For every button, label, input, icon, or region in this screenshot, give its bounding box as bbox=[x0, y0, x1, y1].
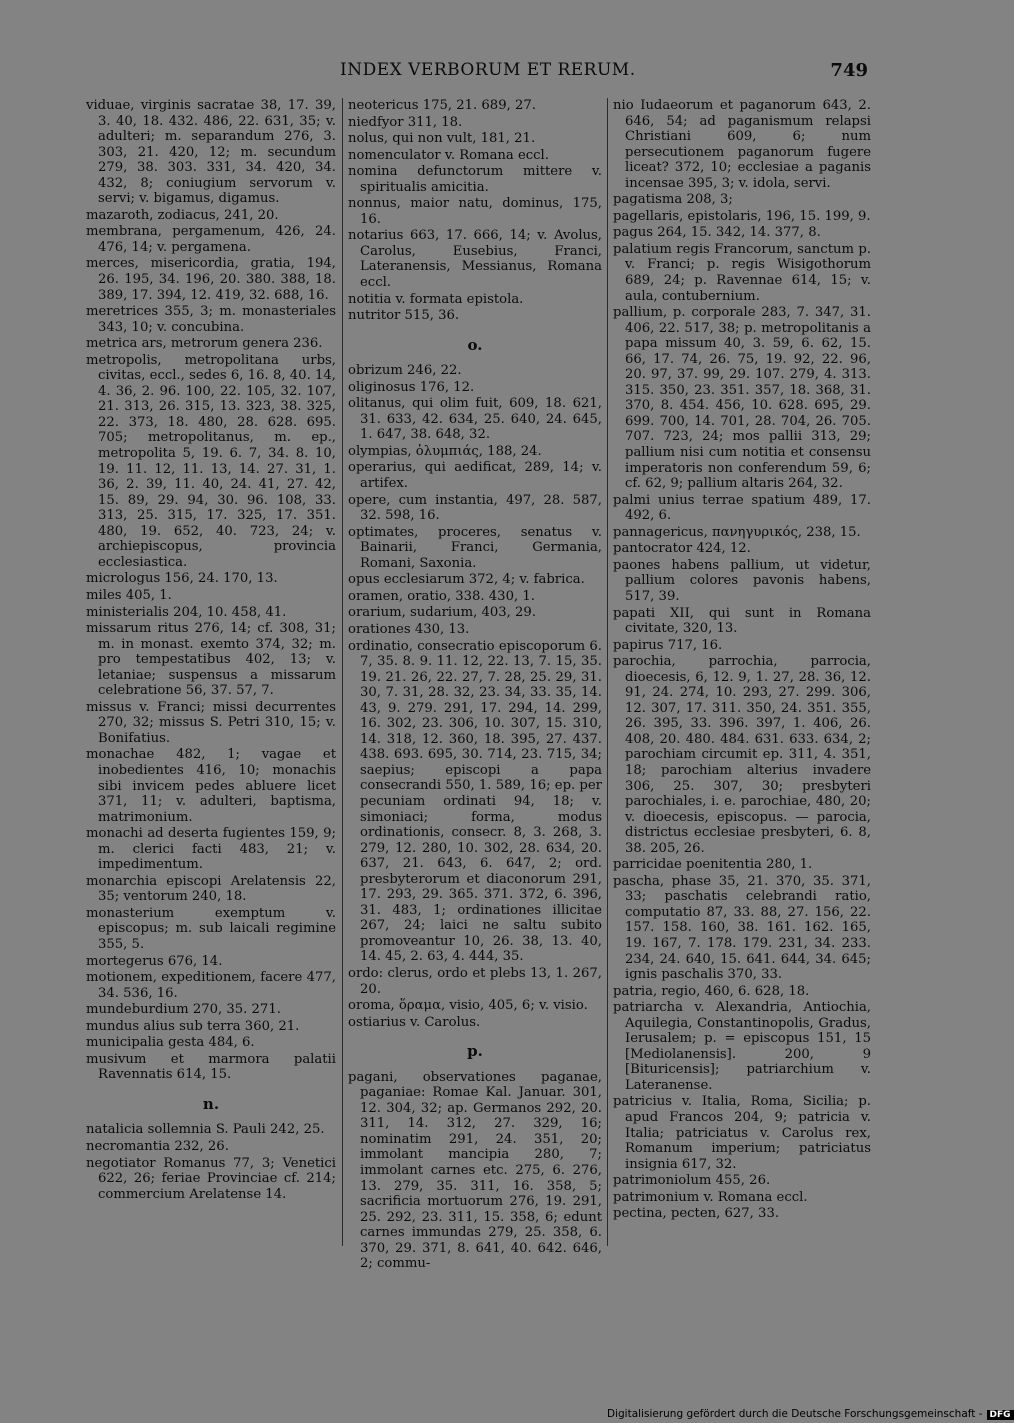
index-entry: pagani, observationes paganae, paganiae: Romae Kal. Januar. 301, 12. 304, 32; ap. Germanos 292, 20. 311, 14. 312, 27. 329, 16; nominatim 291, 24. 351, 20; immolant mancipia 280, 7; immolant carnes etc. 275, 6. 276, 13. 279, 35. 311, 16. 358, 5; sacrificia mortuorum 276, 19. 291, 25. 292, 23. 311, 15. 358, 6; edunt carnes immundas 279, 25. 358, 6. 370, 29. 371, 8. 641, 40. 642. 646, 2; commu- bbox=[348, 1069, 602, 1272]
index-entry: patrimonium v. Romana eccl. bbox=[613, 1189, 808, 1205]
index-entry: pantocrator 424, 12. bbox=[613, 541, 751, 557]
index-entry: olitanus, qui olim fuit, 609, 18. 621, 31. 633, 42. 634, 25. 640, 24. 645, 1. 647, 38. 648, 32. bbox=[348, 396, 602, 443]
index-entry: mazaroth, zodiacus, 241, 20. bbox=[86, 207, 279, 223]
index-entry: patria, regio, 460, 6. 628, 18. bbox=[613, 983, 810, 999]
index-entry: negotiator Romanus 77, 3; Venetici 622, 26; feriae Provinciae cf. 214; commercium Arelatense 14. bbox=[86, 1155, 336, 1202]
index-entry: mundus alius sub terra 360, 21. bbox=[86, 1018, 300, 1034]
index-entry: nonnus, maior natu, dominus, 175, 16. bbox=[348, 196, 602, 227]
index-entry: monarchia episcopi Arelatensis 22, 35; ventorum 240, 18. bbox=[86, 873, 336, 905]
index-entry: opere, cum instantia, 497, 28. 587, 32. 598, 16. bbox=[348, 492, 602, 524]
index-entry: opus ecclesiarum 372, 4; v. fabrica. bbox=[348, 572, 585, 588]
index-entry: pagatisma 208, 3; bbox=[613, 192, 733, 208]
index-entry: natalicia sollemnia S. Pauli 242, 25. bbox=[86, 1122, 325, 1138]
index-entry: obrizum 246, 22. bbox=[348, 363, 462, 379]
index-entry: musivum et marmora palatii Ravennatis 614, 15. bbox=[86, 1051, 336, 1083]
index-entry: ostiarius v. Carolus. bbox=[348, 1014, 481, 1030]
index-entry: micrologus 156, 24. 170, 13. bbox=[86, 571, 278, 587]
index-entry: patriarcha v. Alexandria, Antiochia, Aquilegia, Constantinopolis, Gradus, Ierusalem; p. = episcopus 151, 15 [Mediolanensis]. 200, 9 [Bituricensis]; patriarchium v. Lateranense. bbox=[613, 1000, 871, 1093]
index-entry: meretrices 355, 3; m. monasteriales 343, 10; v. concubina. bbox=[86, 304, 336, 335]
index-entry: parochia, parrochia, parrocia, dioecesis, 6, 12. 9, 1. 27, 28. 36, 12. 91, 24. 274, 10. 293, 27. 299. 306, 12. 307, 17. 311. 350, 24. 351. 355, 26. 395, 33. 396. 397, 1. 406, 26. 408, 20. 480. 484. 631. 633. 634, 2; parochiam circumit ep. 311, 4. 351, 18; parochiam alterius invadere 306, 25. 307, 30; presbyteri parochiales, i. e. parochiae, 480, 20; v. dioecesis, episcopus. — parocia, districtus ecclesiae presbyteri, 6. 8, 38. 205, 26. bbox=[613, 654, 871, 856]
index-entry: nutritor 515, 36. bbox=[348, 308, 460, 324]
index-entry: mortegerus 676, 14. bbox=[86, 953, 223, 969]
index-column-1 bbox=[86, 98, 336, 1203]
column-divider bbox=[342, 98, 343, 1246]
index-entry: notitia v. formata epistola. bbox=[348, 291, 524, 307]
index-entry: parricidae poenitentia 280, 1. bbox=[613, 857, 813, 873]
index-entry: viduae, virginis sacratae 38, 17. 39, 3. 40, 18. 432. 486, 22. 631, 35; v. adulteri; m. separandum 276, 3. 303, 21. 420, 12; m. secundum 279, 38. 303. 331, 34. 420, 34. 432, 8; coniugium servorum v. servi; v. bigamus, digamus. bbox=[86, 98, 336, 207]
index-entry: pallium, p. corporale 283, 7. 347, 31. 406, 22. 517, 38; p. metropolitanis a papa missum 40, 3. 59, 6. 62, 15. 66, 17. 74, 26. 75, 19. 92, 22. 96, 20. 97, 37. 99, 29. 107. 279, 4. 313. 315. 350, 23. 351. 357, 18. 368, 31. 370, 8. 454. 456, 10. 628. 695, 29. 699. 700, 14. 701, 28. 704, 26. 705. 707. 723, 24; mos pallii 313, 29; pallium nisi cum notitia et consensu imperatoris non conferendum 59, 6; cf. 62, 9; pallium altaris 264, 32. bbox=[613, 305, 871, 492]
index-entry: nolus, qui non vult, 181, 21. bbox=[348, 131, 536, 147]
index-entry: motionem, expeditionem, facere 477, 34. 536, 16. bbox=[86, 970, 336, 1001]
index-entry: missus v. Franci; missi decurrentes 270, 32; missus S. Petri 310, 15; v. Bonifatius. bbox=[86, 699, 336, 746]
index-entry: orarium, sudarium, 403, 29. bbox=[348, 605, 537, 621]
section-letter: p. bbox=[467, 1042, 483, 1061]
index-column-3 bbox=[613, 98, 871, 1223]
index-entry: patrimoniolum 455, 26. bbox=[613, 1173, 771, 1189]
index-entry: notarius 663, 17. 666, 14; v. Avolus, Carolus, Eusebius, Franci, Lateranensis, Messianus, Romana eccl. bbox=[348, 228, 602, 291]
index-entry: municipalia gesta 484, 6. bbox=[86, 1035, 255, 1051]
index-entry: paones habens pallium, ut videtur, pallium colores pavonis habens, 517, 39. bbox=[613, 557, 871, 604]
index-entry: neotericus 175, 21. 689, 27. bbox=[348, 98, 536, 113]
index-entry: nomina defunctorum mittere v. spiritualis amicitia. bbox=[348, 164, 602, 195]
index-entry: palatium regis Francorum, sanctum p. v. Franci; p. regis Wisigothorum 689, 24; p. Ravennae 614, 15; v. aula, contubernium. bbox=[613, 241, 871, 304]
section-letter: n. bbox=[202, 1094, 220, 1113]
index-entry: oramen, oratio, 338. 430, 1. bbox=[348, 588, 535, 604]
index-entry: mundeburdium 270, 35. 271. bbox=[86, 1002, 281, 1018]
index-entry: papirus 717, 16. bbox=[613, 637, 723, 653]
index-entry: necromantia 232, 26. bbox=[86, 1139, 229, 1154]
index-entry: miles 405, 1. bbox=[86, 587, 172, 603]
section-letter: o. bbox=[467, 335, 483, 354]
index-entry: nomenculator v. Romana eccl. bbox=[348, 147, 549, 163]
dfg-logo: DFG bbox=[987, 1410, 1014, 1420]
index-entry: metrica ars, metrorum genera 236. bbox=[86, 336, 323, 352]
index-entry: olympias, ὀλυμπιάς, 188, 24. bbox=[348, 443, 542, 459]
index-entry: papati XII, qui sunt in Romana civitate, 320, 13. bbox=[613, 605, 871, 637]
index-entry: pectina, pecten, 627, 33. bbox=[613, 1206, 780, 1222]
index-entry: ministerialis 204, 10. 458, 41. bbox=[86, 604, 287, 620]
index-entry: merces, misericordia, gratia, 194, 26. 195, 34. 196, 20. 380. 388, 18. 389, 17. 394, 12. 419, 32. 688, 16. bbox=[86, 256, 336, 303]
index-entry: monachi ad deserta fugientes 159, 9; m. clerici facti 483, 21; v. impedimentum. bbox=[86, 826, 336, 873]
index-entry: niedfyor 311, 18. bbox=[348, 114, 463, 130]
index-entry: monasterium exemptum v. episcopus; m. sub laicali regimine 355, 5. bbox=[86, 905, 336, 952]
column-divider bbox=[607, 98, 608, 1246]
index-entry: nio Iudaeorum et paganorum 643, 2. 646, 54; ad paganismum relapsi Christiani 609, 6; num persecutionem paganorum fugere liceat? 372, 10; ecclesiae a paganis incensae 395, 3; v. idola, servi. bbox=[613, 98, 871, 191]
index-entry: patricius v. Italia, Roma, Sicilia; p. apud Francos 204, 9; patricia v. Italia; patriciatus v. Carolus rex, Romanum imperium; patriciatus insignia 617, 32. bbox=[613, 1094, 871, 1172]
index-entry: oroma, ὅραμα, visio, 405, 6; v. visio. bbox=[348, 998, 588, 1014]
index-entry: optimates, proceres, senatus v. Bainarii, Franci, Germania, Romani, Saxonia. bbox=[348, 524, 602, 571]
page-number: 749 bbox=[830, 60, 868, 81]
index-entry: operarius, qui aedificat, 289, 14; v. artifex. bbox=[348, 460, 602, 492]
index-entry: membrana, pergamenum, 426, 24. 476, 14; v. pergamena. bbox=[86, 224, 336, 255]
digitization-footer bbox=[607, 1408, 1014, 1420]
index-entry: ordo: clerus, ordo et plebs 13, 1. 267, 20. bbox=[348, 965, 602, 997]
running-head: INDEX VERBORUM ET RERUM. bbox=[340, 60, 636, 80]
index-entry: pascha, phase 35, 21. 370, 35. 371, 33; paschatis celebrandi ratio, computatio 87, 33. 88, 27. 156, 22. 157. 158. 160, 38. 161. 162. 165, 19. 167, 7. 178. 179. 231, 34. 233. 234, 24. 640, 15. 641. 644, 34. 645; ignis paschalis 370, 33. bbox=[613, 873, 871, 983]
footer-text: Digitalisierung gefördert durch die Deutsche Forschungsgemeinschaft - bbox=[607, 1408, 983, 1420]
index-entry: ordinatio, consecratio episcoporum 6. 7, 35. 8. 9. 11. 12, 22. 13, 7. 15, 35. 19. 21. 26, 22. 27, 7. 28, 25. 29, 31. 30, 7. 31, 28. 32, 23. 34, 33. 35, 14. 43, 9. 279. 291, 17. 294, 14. 299, 16. 302, 23. 306, 10. 307, 15. 310, 14. 318, 12. 360, 18. 395, 27. 437. 438. 693. 695, 30. 714, 23. 715, 34; saepius; episcopi a papa consecrandi 550, 1. 589, 16; ep. per pecuniam ordinati 94, 18; v. simoniaci; forma, modus ordinationis, consecr. 8, 3. 268, 3. 279, 12. 280, 10. 302, 28. 634, 20. 637, 21. 643, 6. 647, 2; ord. presbyterorum et diaconorum 291, 17. 293, 29. 365. 371. 372, 6. 396, 31. 483, 1; ordinationes illicitae 267, 24; laici ne saltu subito promoveantur 10, 26. 38, 13. 40, 14. 45, 2. 63, 4. 444, 35. bbox=[348, 638, 602, 965]
index-entry: metropolis, metropolitana urbs, civitas, eccl., sedes 6, 16. 8, 40. 14, 4. 36, 2. 96. 100, 22. 105, 32. 107, 21. 313, 26. 315, 13. 323, 38. 325, 22. 373, 18. 480, 28. 628. 695. 705; metropolitanus, m. ep., metropolita 5, 19. 6. 7, 34. 8. 10, 19. 11. 12, 11. 13, 14. 27. 31, 1. 36, 2. 39, 11. 40, 24. 41, 27. 42, 15. 89, 29. 94, 30. 96. 108, 33. 313, 25. 315, 17. 325, 17. 351. 480, 19. 652, 40. 723, 24; v. archiepiscopus, provincia ecclesiastica. bbox=[86, 352, 336, 570]
index-entry: palmi unius terrae spatium 489, 17. 492, 6. bbox=[613, 492, 871, 524]
index-entry: orationes 430, 13. bbox=[348, 621, 470, 637]
index-entry: pagus 264, 15. 342, 14. 377, 8. bbox=[613, 225, 821, 241]
index-entry: pagellaris, epistolaris, 196, 15. 199, 9. bbox=[613, 208, 871, 224]
index-entry: missarum ritus 276, 14; cf. 308, 31; m. in monast. exemto 374, 32; m. pro tempestatibus 402, 13; v. letaniae; suspensus a missarum celebratione 56, 37. 57, 7. bbox=[86, 621, 336, 699]
index-column-2 bbox=[348, 98, 602, 1273]
index-entry: pannagericus, πανηγυρικός, 238, 15. bbox=[613, 524, 861, 540]
index-entry: monachae 482, 1; vagae et inobedientes 416, 10; monachis sibi invicem pedes abluere licet 371, 11; v. adulteri, baptisma, matrimonium. bbox=[86, 747, 336, 825]
index-entry: oliginosus 176, 12. bbox=[348, 379, 475, 395]
